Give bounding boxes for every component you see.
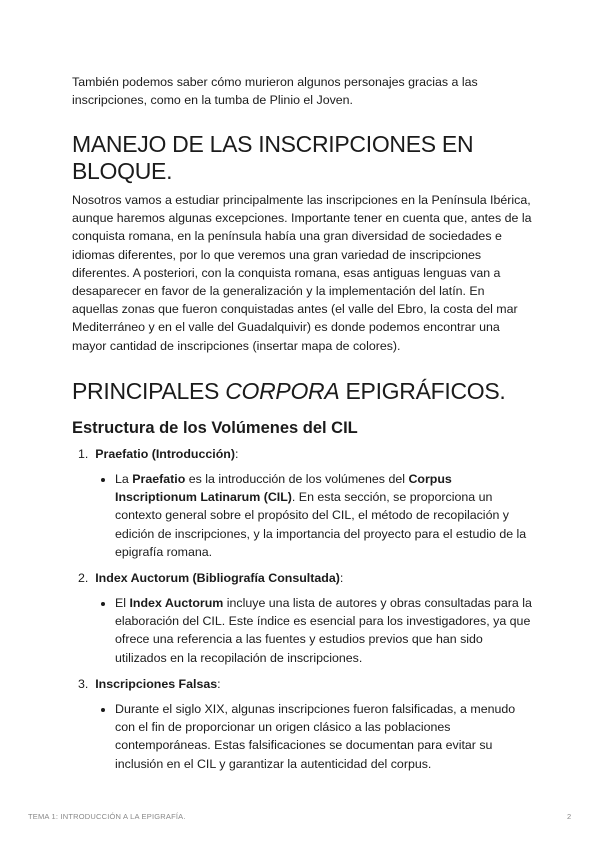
section-title-manejo: MANEJO DE LAS INSCRIPCIONES EN BLOQUE. xyxy=(72,131,474,184)
bullet-text-part: . En esta sección, se proporciona un contexto general sobre el propósito del CIL, el método de recopilación y edición de inscripciones, y la importancia del proyecto para el estudio de la epigrafía romana. xyxy=(115,490,527,559)
list-heading: Inscripciones Falsas xyxy=(95,677,218,691)
list-colon: : xyxy=(217,677,221,691)
bullet-text-part: incluye una lista de autores y obras consultadas para la elaboración del CIL. Este índice es esencial para los investigadores, ya que ofrece una referencia a las fuentes y estudios previos que han sido utilizados en la recopilación de inscripciones. xyxy=(115,596,532,665)
list-heading: Index Auctorum (Bibliografía Consultada) xyxy=(95,571,340,585)
section-title-corpora xyxy=(72,378,542,405)
bullet-inscripciones-falsas: Durante el siglo XIX, algunas inscripciones fueron falsificadas, a menudo con el fin de proporcionar un origen clásico a las poblaciones contemporáneas. Estas falsificaciones se documentan para evitar su inclusión en el CIL y garantizar la autenticidad del corpus. xyxy=(115,702,516,771)
list-number: 2. xyxy=(78,571,89,585)
title-emphasis: CORPORA xyxy=(225,378,340,404)
intro-paragraph: También podemos saber cómo murieron algunos personajes gracias a las inscripciones, como en la tumba de Plinio el Joven. xyxy=(72,75,478,108)
bullet-praefatio xyxy=(115,470,533,561)
title-pre: PRINCIPALES xyxy=(72,378,226,404)
footer-title: TEMA 1: INTRODUCCIÓN A LA EPIGRAFÍA. xyxy=(28,812,186,821)
list-colon: : xyxy=(234,447,239,461)
bullet-text-part: El xyxy=(115,596,130,610)
section-body-manejo: Nosotros vamos a estudiar principalmente las inscripciones en la Península Ibérica, aunque haremos algunas excepciones. Importante tener en cuenta que, antes de la conquista romana, en la península había una gran diversidad de sociedades e idiomas diferentes, por lo que veremos una gran variedad de inscripciones diferentes. A posteriori, con la conquista romana, esas antiguas lenguas van a desaparecer en favor de la generalización y la implementación del latín. En aquellas zonas que fueron conquistadas antes (el valle del Ebro, la costa del mar Mediterráneo y en el valle del Guadalquivir) es donde podemos encontrar una mayor cantidad de inscripciones (insertar mapa de colores). xyxy=(72,193,532,353)
page-number: 2 xyxy=(567,812,572,821)
bullet-bold-term: Praefatio xyxy=(132,472,186,486)
bullet-dot xyxy=(101,478,105,482)
list-colon: : xyxy=(339,571,344,585)
bullet-bold-term: Index Auctorum xyxy=(129,596,224,610)
bullet-index-auctorum xyxy=(115,594,533,667)
bullet-dot xyxy=(101,602,105,606)
list-number: 1. xyxy=(78,447,89,461)
bullet-text-part: es la introducción de los volúmenes del xyxy=(185,472,409,486)
list-number: 3. xyxy=(78,677,89,691)
bullet-dot xyxy=(101,708,105,712)
list-item-index-auctorum xyxy=(78,569,343,587)
subtitle-cil-structure: Estructura de los Volúmenes del CIL xyxy=(72,419,358,437)
bullet-text-part: La xyxy=(115,472,133,486)
list-item-praefatio xyxy=(78,445,238,463)
title-post: EPIGRÁFICOS. xyxy=(339,378,506,404)
list-item-inscripciones-falsas xyxy=(78,675,221,693)
list-heading: Praefatio (Introducción) xyxy=(95,447,235,461)
bullet-bold-term: Corpus Inscriptionum Latinarum (CIL) xyxy=(115,472,452,505)
